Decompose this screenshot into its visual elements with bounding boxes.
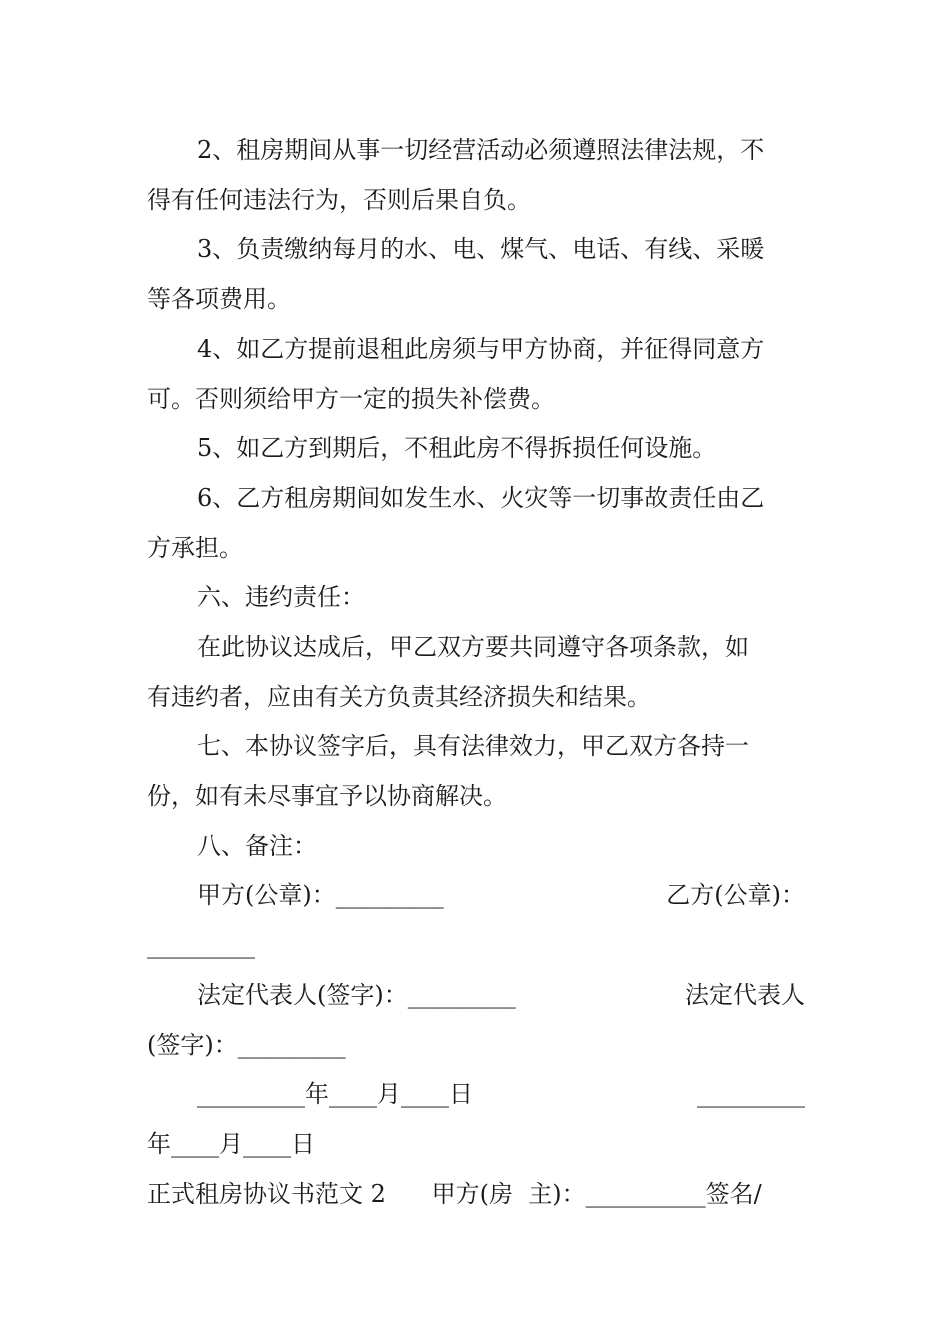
- clause-3-line-1: 3、负责缴纳每月的水、电、煤气、电话、有线、采暖: [197, 235, 765, 263]
- party-a-seal: 甲方(公章)：_________: [197, 881, 444, 909]
- clause-4-line-1: 4、如乙方提前退租此房须与甲方协商，并征得同意方: [197, 335, 765, 363]
- party-b-representative-sign: (签字)：_________: [147, 1031, 346, 1059]
- section-8-heading: 八、备注：: [197, 832, 317, 860]
- party-b-representative: 法定代表人: [685, 981, 805, 1009]
- party-b-seal: 乙方(公章)：: [666, 881, 805, 909]
- clause-5-line-1: 5、如乙方到期后，不租此房不得拆损任何设施。: [197, 434, 717, 462]
- section-6-heading: 六、违约责任：: [197, 583, 365, 611]
- clause-2-line-2: 得有任何违法行为，否则后果自负。: [147, 186, 531, 214]
- section-6-text-line-1: 在此协议达成后，甲乙双方要共同遵守各项条款，如: [197, 633, 749, 661]
- clause-3-line-2: 等各项费用。: [147, 285, 291, 313]
- clause-6-line-1: 6、乙方租房期间如发生水、火灾等一切事故责任由乙: [197, 484, 765, 512]
- party-b-date: 年____月____日: [147, 1130, 315, 1158]
- party-b-seal-line: _________: [147, 931, 255, 959]
- clause-4-line-2: 可。否则须给甲方一定的损失补偿费。: [147, 385, 555, 413]
- section-6-text-line-2: 有违约者，应由有关方负责其经济损失和结果。: [147, 683, 651, 711]
- section-7-line-2: 份，如有未尽事宜予以协商解决。: [147, 782, 507, 810]
- clause-6-line-2: 方承担。: [147, 534, 243, 562]
- party-b-date-line: _________: [697, 1080, 805, 1108]
- next-sample-header: 正式租房协议书范文 2 甲方(房 主)：__________签名/: [147, 1180, 762, 1208]
- section-7-line-1: 七、本协议签字后，具有法律效力，甲乙双方各持一: [197, 732, 749, 760]
- clause-2-line-1: 2、租房期间从事一切经营活动必须遵照法律法规，不: [197, 136, 765, 164]
- party-a-date: _________年____月____日: [197, 1080, 473, 1108]
- party-a-representative: 法定代表人(签字)：_________: [197, 981, 516, 1009]
